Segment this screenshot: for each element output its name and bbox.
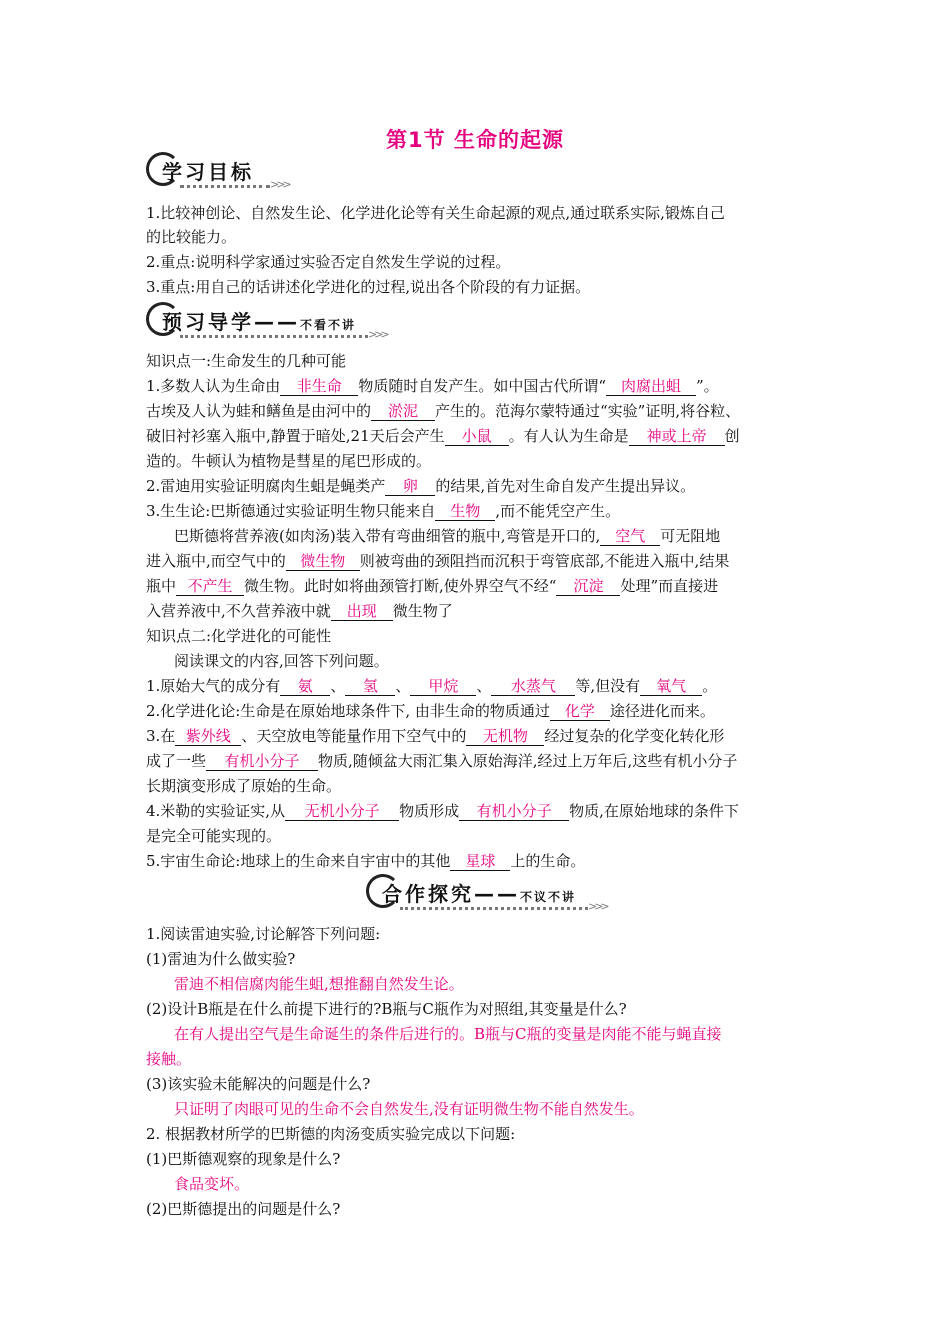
k2-line-6: 4.米勒的实验证实,从 无机小分子 物质形成 有机小分子 物质,在原始地球的条件下 [146, 802, 739, 820]
answer-blank: 有机小分子 [206, 752, 318, 771]
k2-intro: 阅读课文的内容,回答下列问题。 [174, 652, 389, 670]
k2-line-5: 长期演变形成了原始的生命。 [146, 777, 342, 795]
banner-dotted-line [180, 329, 368, 338]
answer-blank: 氢 [345, 677, 395, 696]
k1-line-10: 入营养液中,不久营养液中就 出现 微生物了 [146, 602, 453, 620]
answer-blank: 生物 [435, 502, 495, 521]
answer-blank: 氨 [280, 677, 330, 696]
k1-line-3: 破旧衬衫塞入瓶中,静置于暗处,21天后会产生 小鼠 。有人认为生命是 神或上帝 创 [146, 427, 740, 445]
goal-1b: 的比较能力。 [146, 228, 237, 246]
k1-line-2: 古埃及人认为蛙和鳝鱼是由河中的 淤泥 产生的。范海尔蒙特通过“实验”证明,将谷粒、 [146, 402, 741, 420]
coop-question-2: 2. 根据教材所学的巴斯德的肉汤变质实验完成以下问题: [146, 1125, 516, 1143]
coop-question-2-1: (1)巴斯德观察的现象是什么? [146, 1150, 341, 1168]
answer-blank: 微生物 [286, 552, 360, 571]
banner-arrow-icon: >>> [588, 900, 607, 913]
answer-blank: 有机小分子 [459, 802, 569, 821]
k1-line-4: 造的。牛顿认为植物是彗星的尾巴形成的。 [146, 452, 432, 470]
k2-line-7: 是完全可能实现的。 [146, 827, 282, 845]
answer-blank: 肉腐出蛆 [606, 377, 696, 396]
k2-line-8: 5.宇宙生命论:地球上的生命来自宇宙中的其他 星球 上的生命。 [146, 852, 586, 870]
banner-label: 预习导学——不看不讲 [162, 310, 357, 334]
banner-label: 学习目标 [162, 160, 254, 184]
answer-blank: 无机小分子 [285, 802, 399, 821]
answer-blank: 空气 [600, 527, 660, 546]
coop-question-1-1: (1)雷迪为什么做实验? [146, 950, 296, 968]
coop-question-1-2: (2)设计B瓶是在什么前提下进行的?B瓶与C瓶作为对照组,其变量是什么? [146, 1000, 627, 1018]
banner-subtitle: 不看不讲 [300, 318, 357, 332]
banner-subtitle: 不议不讲 [520, 890, 577, 904]
goal-3: 3.重点:用自己的话讲述化学进化的过程,说出各个阶段的有力证据。 [146, 278, 591, 296]
answer-blank: 沉淀 [556, 577, 620, 596]
coop-answer-1-2b: 接触。 [146, 1050, 192, 1068]
goal-1a: 1.比较神创论、自然发生论、化学进化论等有关生命起源的观点,通过联系实际,锻炼自己 [146, 204, 725, 222]
banner-arrow-icon: >>> [368, 328, 387, 341]
answer-blank: 非生命 [280, 377, 358, 396]
k1-line-5: 2.雷迪用实验证明腐肉生蛆是蝇类产 卵 的结果,首先对生命自发产生提出异议。 [146, 477, 696, 495]
coop-answer-1-3: 只证明了肉眼可见的生命不会自然发生,没有证明微生物不能自然发生。 [174, 1100, 644, 1118]
section-banner-goals [146, 150, 289, 191]
k1-line-9: 瓶中 不产生 微生物。此时如将曲颈管打断,使外界空气不经“ 沉淀 处理”而直接进 [146, 577, 719, 595]
answer-blank: 卵 [385, 477, 435, 496]
answer-blank: 淤泥 [371, 402, 435, 421]
answer-blank: 化学 [550, 702, 610, 721]
k2-line-2: 2.化学进化论:生命是在原始地球条件下, 由非生命的物质通过 化学 途径进化而来。 [146, 702, 715, 720]
coop-question-1-3: (3)该实验未能解决的问题是什么? [146, 1075, 371, 1093]
answer-blank: 无机物 [466, 727, 544, 746]
answer-blank: 氧气 [640, 677, 702, 696]
section-banner-preview [146, 300, 387, 341]
page-title: 第1节 生命的起源 [386, 128, 564, 152]
banner-dotted-line [400, 901, 588, 910]
section-banner-cooperation [366, 872, 607, 913]
banner-title: 合作探究 [382, 882, 474, 906]
answer-blank: 出现 [331, 602, 393, 621]
banner-title: 预习导学 [162, 310, 254, 334]
k1-line-8: 进入瓶中,而空气中的 微生物 则被弯曲的颈阻挡而沉积于弯管底部,不能进入瓶中,结果 [146, 552, 730, 570]
coop-answer-2-1: 食品变坏。 [174, 1175, 250, 1193]
banner-dotted-line [180, 179, 270, 188]
coop-answer-1-2a: 在有人提出空气是生命诞生的条件后进行的。B瓶与C瓶的变量是肉能不能与蝇直接 [174, 1025, 722, 1043]
coop-question-1: 1.阅读雷迪实验,讨论解答下列问题: [146, 925, 381, 943]
k2-line-1: 1.原始大气的成分有 氨 、 氢 、 甲烷 、 水蒸气 等,但没有 氧气 。 [146, 677, 718, 695]
coop-answer-1-1: 雷迪不相信腐肉能生蛆,想推翻自然发生论。 [174, 975, 464, 993]
answer-blank: 星球 [450, 852, 510, 871]
knowledge-point-2-heading: 知识点二:化学进化的可能性 [146, 627, 332, 645]
answer-blank: 神或上帝 [629, 427, 725, 446]
k2-line-4: 成了一些 有机小分子 物质,随倾盆大雨汇集入原始海洋,经过上万年后,这些有机小分子 [146, 752, 738, 770]
answer-blank: 甲烷 [410, 677, 476, 696]
answer-blank: 不产生 [176, 577, 244, 596]
knowledge-point-1-heading: 知识点一:生命发生的几种可能 [146, 352, 347, 370]
goal-2: 2.重点:说明科学家通过实验否定自然发生学说的过程。 [146, 253, 511, 271]
banner-arrow-icon: >>> [270, 178, 289, 191]
k1-line-1: 1.多数人认为生命由 非生命 物质随时自发产生。如中国古代所谓“ 肉腐出蛆 ”。 [146, 377, 719, 395]
answer-blank: 小鼠 [445, 427, 509, 446]
banner-label: 合作探究——不议不讲 [382, 882, 577, 906]
coop-question-2-2: (2)巴斯德提出的问题是什么? [146, 1200, 341, 1218]
k1-line-7: 巴斯德将营养液(如肉汤)装入带有弯曲细管的瓶中,弯管是开口的, 空气 可无阻地 [174, 527, 721, 545]
k1-line-6: 3.生生论:巴斯德通过实验证明生物只能来自 生物 ,而不能凭空产生。 [146, 502, 621, 520]
answer-blank: 紫外线 [175, 727, 241, 746]
k2-line-3: 3.在 紫外线 、天空放电等能量作用下空气中的 无机物 经过复杂的化学变化转化形 [146, 727, 725, 745]
answer-blank: 水蒸气 [491, 677, 575, 696]
